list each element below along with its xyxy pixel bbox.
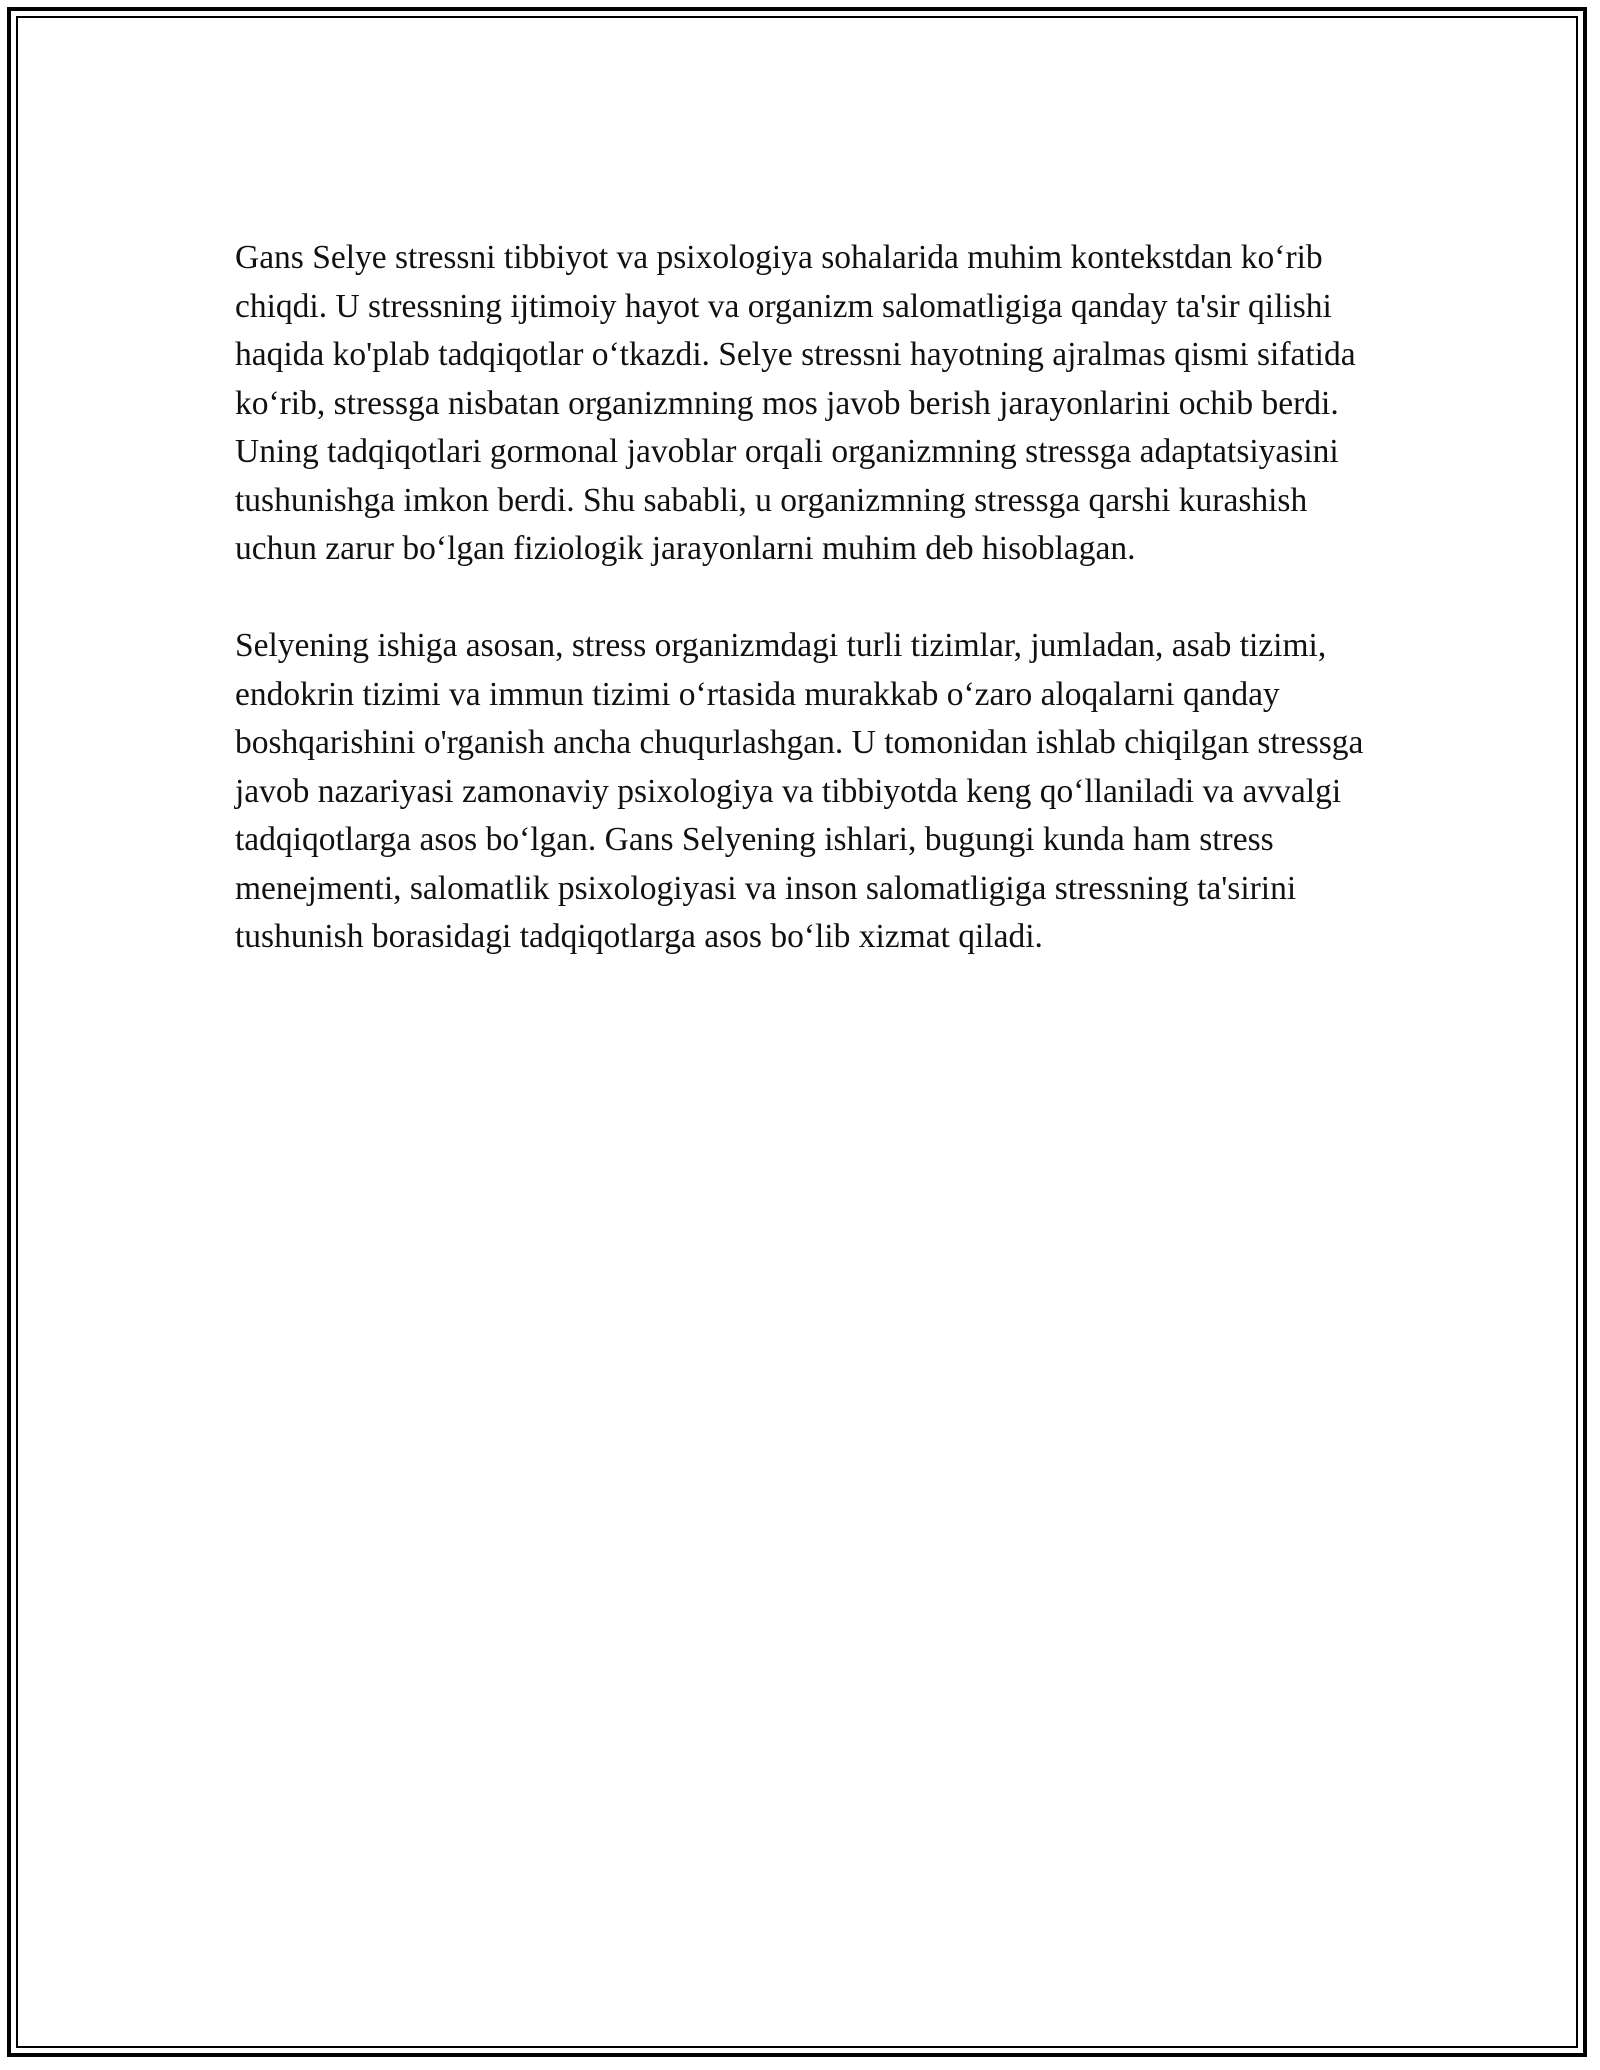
paragraph-1: Gans Selye stressni tibbiyot va psixologiya sohalarida muhim kontekstdan ko‘rib chiqdi. U stressning ijtimoiy hayot va organizm salomatligiga qanday ta'sir qilishi haqida ko'plab tadqiqotlar o‘tkazdi. Selye stressni hayotning ajralmas qismi sifatida ko‘rib, stressga nisbatan organizmning mos javob berish jarayonlarini ochib berdi. Uning tadqiqotlari gormonal javoblar orqali organizmning stressga adaptatsiyasini tushunishga imkon berdi. Shu sababli, u organizmning stressga qarshi kurashish uchun zarur bo‘lgan fiziologik jarayonlarni muhim deb hisoblagan.	[235, 239, 1356, 567]
document-body	[235, 234, 1380, 1010]
paragraph-2: Selyening ishiga asosan, stress organizmdagi turli tizimlar, jumladan, asab tizimi, endokrin tizimi va immun tizimi o‘rtasida murakkab o‘zaro aloqalarni qanday boshqarishini o'rganish ancha chuqurlashgan. U tomonidan ishlab chiqilgan stressga javob nazariyasi zamonaviy psixologiya va tibbiyotda keng qo‘llaniladi va avvalgi tadqiqotlarga asos bo‘lgan. Gans Selyening ishlari, bugungi kunda ham stress menejmenti, salomatlik psixologiyasi va inson salomatligiga stressning ta'sirini tushunish borasidagi tadqiqotlarga asos bo‘lib xizmat qiladi.	[235, 627, 1364, 955]
